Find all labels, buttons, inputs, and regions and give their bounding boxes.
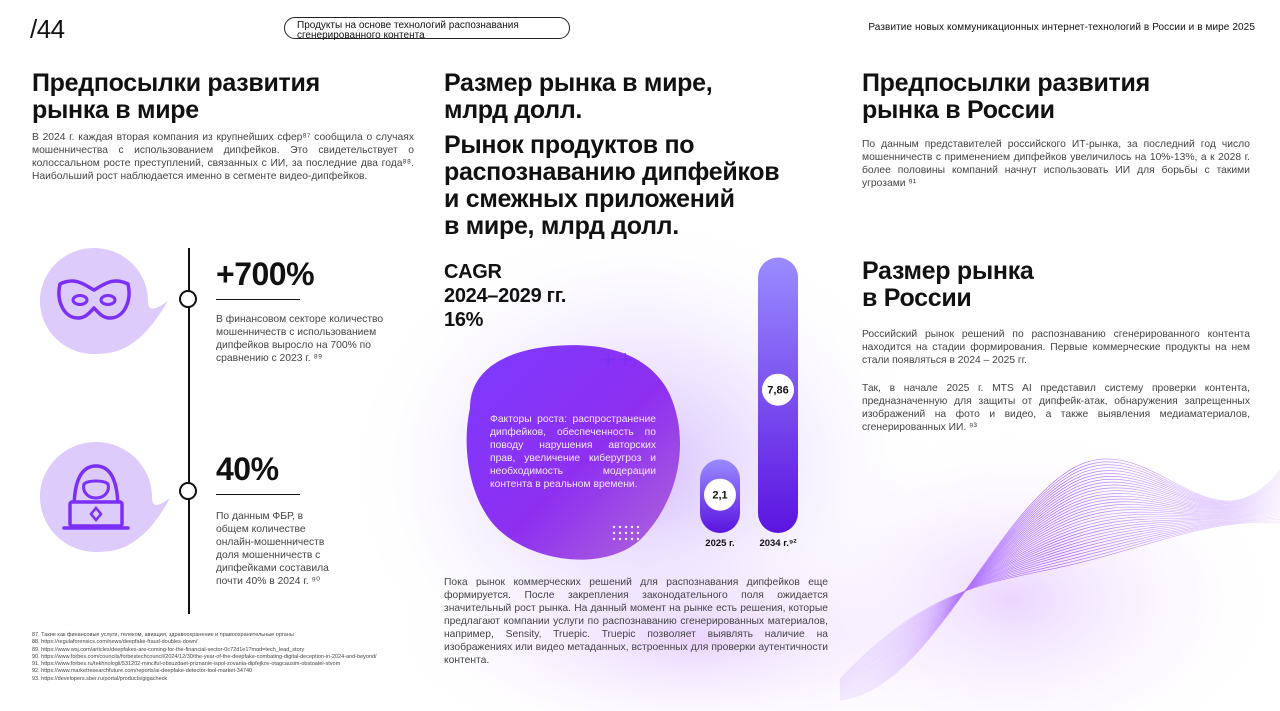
middle-subtitle-line-4: в мире, млрд долл.: [444, 212, 679, 240]
growth-factors-text: Факторы роста: распространение дипфейков, обеспеченность по поводу нарушения авторских прав, увеличение киберугроз и необходимость модерации контента в реальном времени.: [490, 414, 656, 490]
left-title-line-2: рынка в мире: [32, 96, 199, 124]
timeline-dot-2: [179, 482, 197, 500]
middle-subtitle-line-3: и смежных приложений: [444, 185, 735, 213]
middle-title: [444, 70, 804, 124]
right-text-1: По данным представителей российского ИТ-рынка, за последний год число мошенничеств с применением дипфейков увеличилось на 10%-13%, а к 2028 г. более половины компаний начнут использовать ИИ для борьбы с такими угрозами ⁹¹: [862, 139, 1250, 189]
right-text-3: Так, в начале 2025 г. MTS AI представил систему проверки контента, предназначенную для защиты от дипфейк-атак, обнаружения запрещенных изображений на фото и видео, а также выявления медиаматериалов, сгенерированных ИИ. ⁹³: [862, 383, 1250, 433]
middle-title-line-1: Размер рынка в мире,: [444, 69, 713, 97]
category-label-1: 2034 г.⁹²: [759, 538, 797, 549]
right-title-2-line-1: Размер рынка: [862, 257, 1034, 285]
right-text-2: Российский рынок решений по распознаванию сгенерированного контента находится на стадии формирования. Первые коммерческие продукты на нем стали появляться в 2024 – 2025 гг.: [862, 329, 1250, 366]
section-pill-line-2: сгенерированного контента: [297, 30, 425, 41]
report-title: Развитие новых коммуникационных интернет-технологий в России и в мире 2025: [868, 22, 1255, 33]
right-title-1-line-1: Предпосылки развития: [862, 69, 1150, 97]
hacker-icon: [40, 440, 175, 555]
left-intro: В 2024 г. каждая вторая компания из крупнейших сфер⁸⁷ сообщила о случаях мошенничества с использованием дипфейков. Это свидетельствует о колоссальном росте преступлений, связанных с ИИ, за последние два года⁸⁸. Наибольший рост наблюдается именно в сегменте видео-дипфейков.: [32, 132, 414, 182]
section-pill-line-1: Продукты на основе технологий распознавания: [297, 20, 519, 31]
stat-divider-1: [216, 299, 300, 300]
svg-text:++: ++: [600, 347, 634, 371]
middle-title-line-2: млрд долл.: [444, 96, 583, 124]
cagr-period: 2024–2029 гг.: [444, 285, 566, 307]
category-label-0: 2025 г.: [705, 538, 735, 549]
left-title-line-1: Предпосылки развития: [32, 69, 320, 97]
right-title-1: [862, 70, 1242, 124]
market-size-chart: [690, 220, 820, 555]
footnote-93: 93. https://developers.sber.ru/portal/products/gigacheck: [32, 675, 168, 682]
middle-subtitle-line-1: Рынок продуктов по: [444, 131, 695, 159]
cagr-block: [444, 260, 566, 332]
footnote-91: 91. https://www.forbes.ru/tekhnologii/531202-minciful-obsuzdaet-priznanie-ispol-zovania-dipfejkov-otagcausim-obstoatel-stvom: [32, 661, 341, 668]
value-label-1: 7,86: [767, 384, 789, 397]
footnote-89: 89. https://www.wsj.com/articles/deepfakes-are-coming-for-the-financial-sector-0c72d1e1?mod=tech_lead_story: [32, 646, 305, 653]
footnote-90: 90. https://www.forbes.com/councils/forbestechcouncil/2024/12/30/the-year-of-the-deepfake-combating-digital-deception-in-2024-and-beyond/: [32, 653, 377, 660]
footnotes: [32, 632, 432, 683]
middle-body: Пока рынок коммерческих решений для распознавания дипфейков еще формируется. После закрепления законодательного поля ожидается значительный рост рынка. На данный момент на рынке есть решения, которые предлагают компании услуги по распознаванию сгенерированных материалов, например, Sensity, Truepic. Truepic позволяет выявлять наличие на изображениях или видео метаданных, встроенных для проверки аутентичности контента.: [444, 577, 828, 666]
page-number: /44: [30, 14, 65, 44]
stat-value-1: +700%: [216, 256, 315, 292]
value-label-0: 2,1: [712, 489, 728, 502]
stat-divider-2: [216, 494, 300, 495]
section-pill: [284, 17, 570, 39]
cagr-value: 16%: [444, 309, 484, 331]
right-title-2-line-2: в России: [862, 284, 972, 312]
stat-desc-2: По данным ФБР, в общем количестве онлайн-мошенничеств доля мошенничеств с дипфейками составила почти 40% в 2024 г. ⁹⁰: [216, 511, 329, 587]
footnote-92: 92. https://www.marketresearchfuture.com/reports/ai-deepfake-detector-tool-market-34740: [32, 668, 253, 675]
middle-subtitle-line-2: распознаванию дипфейков: [444, 158, 780, 186]
mask-icon: [40, 246, 175, 356]
timeline-dot-1: [179, 290, 197, 308]
right-title-2: [862, 258, 1242, 312]
right-title-1-line-2: рынка в России: [862, 96, 1055, 124]
footnote-87: 87. Такие как финансовые услуги, телеком, авиация, здравоохранение и правоохранительные органы: [32, 632, 294, 638]
stat-desc-1: В финансовом секторе количество мошенничеств с использованием дипфейков выросло на 700% по сравнению с 2023 г. ⁸⁹: [216, 314, 384, 364]
left-title: [32, 70, 412, 124]
cagr-label: CAGR: [444, 261, 502, 283]
footnote-88: 88. https://regulaforensics.com/news/deepfake-fraud-doubles-down/: [32, 639, 198, 646]
stat-value-2: 40%: [216, 451, 279, 487]
